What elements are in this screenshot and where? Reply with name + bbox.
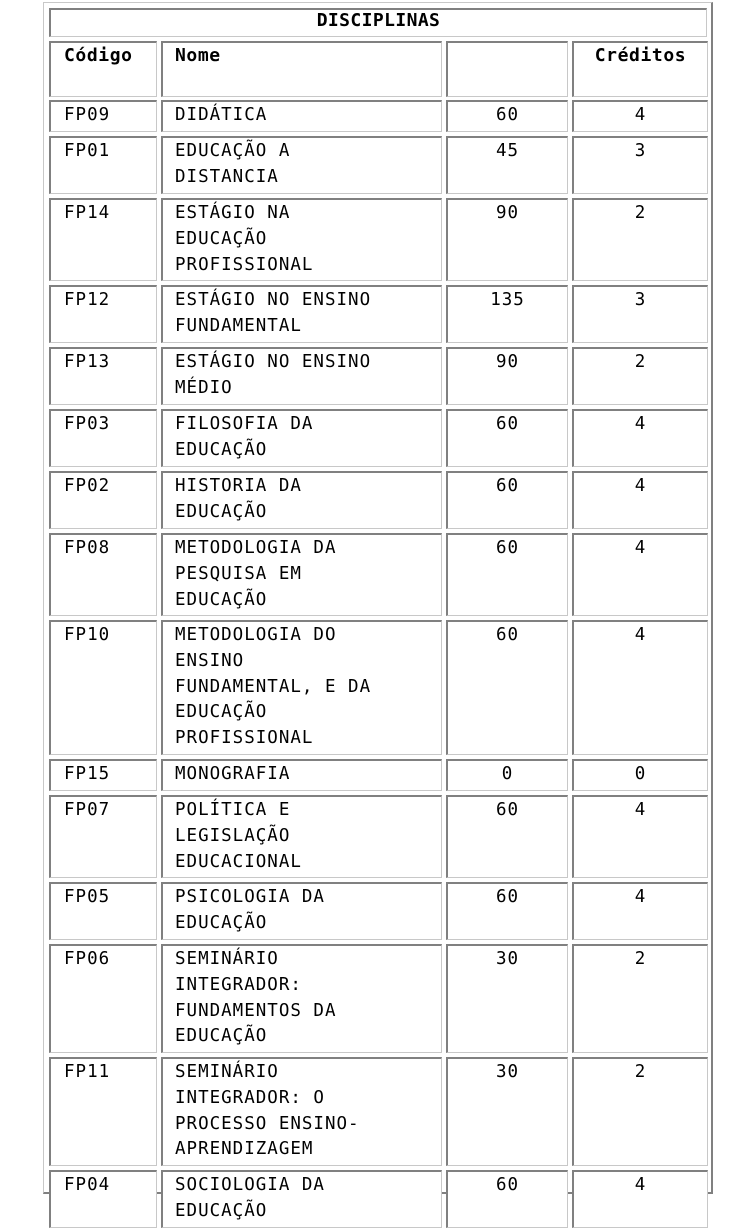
cell-hours: 90: [446, 347, 568, 405]
cell-code: FP07: [49, 795, 157, 878]
cell-name: [161, 409, 442, 467]
cell-code: FP01: [49, 136, 157, 194]
cell-name: [161, 471, 442, 529]
cell-name: [161, 198, 442, 281]
name-line: METODOLOGIA DO: [175, 625, 337, 645]
name-line: INTEGRADOR:: [175, 974, 302, 995]
name-line: EDUCAÇÃO: [175, 912, 268, 933]
cell-credits: 0: [572, 759, 708, 791]
name-line: PROCESSO ENSINO-: [175, 1113, 360, 1134]
cell-credits: 3: [572, 136, 708, 194]
cell-credits: 2: [572, 198, 708, 281]
cell-name: [161, 1057, 442, 1166]
name-line: APRENDIZAGEM: [175, 1139, 314, 1160]
cell-name: [161, 285, 442, 343]
name-line: SEMINÁRIO: [175, 1062, 279, 1082]
cell-hours: 60: [446, 1170, 568, 1228]
name-line: FILOSOFIA DA: [175, 414, 314, 434]
name-line: EDUCAÇÃO: [175, 589, 268, 610]
cell-code: FP11: [49, 1057, 157, 1166]
name-line: FUNDAMENTAL: [175, 315, 302, 336]
name-line: EDUCAÇÃO: [175, 501, 268, 522]
cell-credits: 4: [572, 882, 708, 940]
name-line: EDUCAÇÃO: [175, 439, 268, 460]
name-line: SOCIOLOGIA DA: [175, 1175, 325, 1195]
cell-credits: 4: [572, 620, 708, 755]
cell-code: FP10: [49, 620, 157, 755]
name-line: PROFISSIONAL: [175, 254, 314, 275]
cell-code: FP06: [49, 944, 157, 1053]
name-line: ESTÁGIO NA: [175, 203, 291, 223]
cell-name: [161, 100, 442, 132]
cell-credits: 4: [572, 795, 708, 878]
cell-name: [161, 136, 442, 194]
name-line: ESTÁGIO NO ENSINO: [175, 290, 372, 310]
cell-code: FP05: [49, 882, 157, 940]
name-line: PESQUISA EM: [175, 563, 302, 584]
header-carga-horaria: [446, 41, 568, 97]
name-line: ENSINO: [175, 650, 245, 671]
name-line: FUNDAMENTOS DA: [175, 1000, 337, 1021]
name-line: EDUCAÇÃO: [175, 1200, 268, 1221]
cell-code: FP03: [49, 409, 157, 467]
name-line: INTEGRADOR: O: [175, 1087, 325, 1108]
disciplinas-table: [43, 2, 713, 1221]
cell-hours: 60: [446, 533, 568, 616]
cell-hours: 30: [446, 944, 568, 1053]
name-line: EDUCAÇÃO: [175, 228, 268, 249]
cell-credits: 2: [572, 944, 708, 1053]
name-line: PSICOLOGIA DA: [175, 887, 325, 907]
header-codigo: Código: [49, 41, 157, 97]
cell-code: FP04: [49, 1170, 157, 1228]
name-line: DIDÁTICA: [175, 105, 268, 125]
name-line: MONOGRAFIA: [175, 764, 291, 784]
cell-hours: 60: [446, 100, 568, 132]
cell-hours: 135: [446, 285, 568, 343]
header-creditos: Créditos: [572, 41, 708, 97]
cell-hours: 60: [446, 882, 568, 940]
cell-hours: 30: [446, 1057, 568, 1166]
cell-credits: 2: [572, 347, 708, 405]
cell-name: [161, 795, 442, 878]
name-line: DISTANCIA: [175, 166, 279, 187]
cell-code: FP02: [49, 471, 157, 529]
cell-credits: 4: [572, 100, 708, 132]
cell-credits: 4: [572, 1170, 708, 1228]
cell-hours: 60: [446, 471, 568, 529]
cell-hours: 60: [446, 409, 568, 467]
cell-code: FP14: [49, 198, 157, 281]
name-line: PROFISSIONAL: [175, 728, 314, 749]
cell-code: FP08: [49, 533, 157, 616]
cell-name: [161, 759, 442, 791]
cell-name: [161, 944, 442, 1053]
cell-hours: 60: [446, 620, 568, 755]
cell-name: [161, 620, 442, 755]
name-line: EDUCAÇÃO A: [175, 141, 291, 161]
cell-hours: 45: [446, 136, 568, 194]
cell-credits: 4: [572, 533, 708, 616]
cell-hours: 90: [446, 198, 568, 281]
cell-credits: 4: [572, 471, 708, 529]
cell-credits: 2: [572, 1057, 708, 1166]
cell-credits: 3: [572, 285, 708, 343]
cell-name: [161, 533, 442, 616]
table-title: DISCIPLINAS: [49, 8, 707, 37]
cell-name: [161, 347, 442, 405]
name-line: SEMINÁRIO: [175, 949, 279, 969]
cell-code: FP15: [49, 759, 157, 791]
cell-code: FP09: [49, 100, 157, 132]
cell-name: [161, 882, 442, 940]
cell-hours: 0: [446, 759, 568, 791]
name-line: EDUCACIONAL: [175, 851, 302, 872]
name-line: HISTORIA DA: [175, 476, 302, 496]
header-carga-line1: [448, 93, 567, 97]
cell-hours: 60: [446, 795, 568, 878]
name-line: FUNDAMENTAL, E DA: [175, 676, 372, 697]
cell-code: FP12: [49, 285, 157, 343]
name-line: METODOLOGIA DA: [175, 538, 337, 558]
name-line: POLÍTICA E: [175, 800, 291, 820]
name-line: LEGISLAÇÃO: [175, 825, 291, 846]
name-line: MÉDIO: [175, 377, 233, 398]
cell-credits: 4: [572, 409, 708, 467]
name-line: EDUCAÇÃO: [175, 1026, 268, 1047]
header-nome: Nome: [161, 41, 442, 97]
name-line: ESTÁGIO NO ENSINO: [175, 352, 372, 372]
name-line: EDUCAÇÃO: [175, 702, 268, 723]
cell-code: FP13: [49, 347, 157, 405]
cell-name: [161, 1170, 442, 1228]
